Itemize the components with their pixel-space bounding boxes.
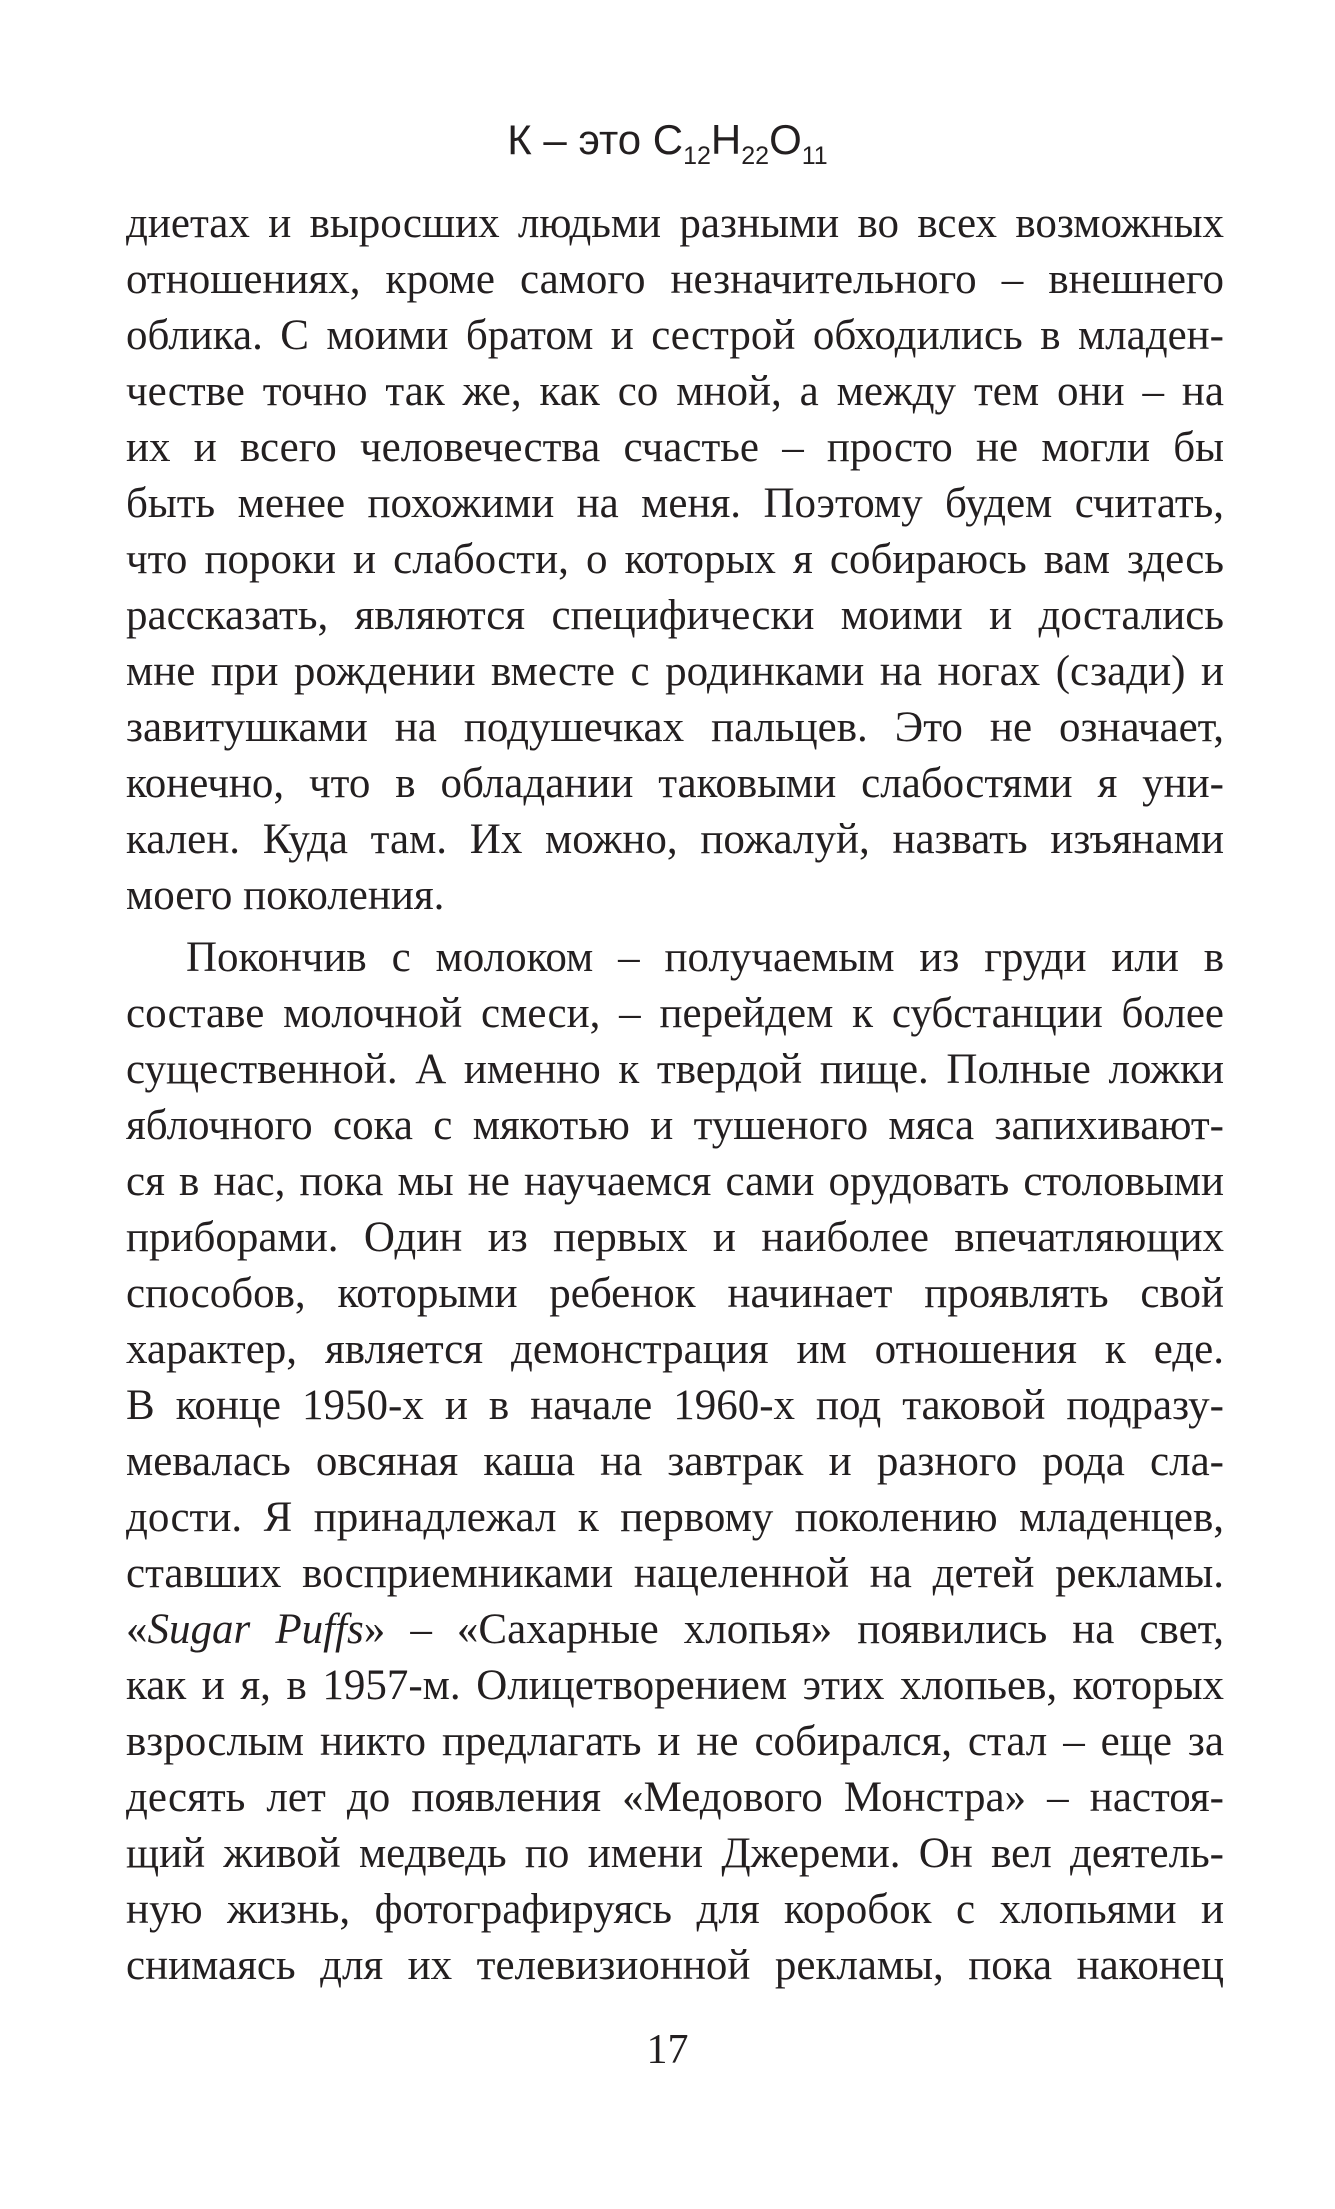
text-line: ную жизнь, фотографируясь для коробок с хлопьями и bbox=[126, 1886, 1224, 1933]
running-head-sub-2: 22 bbox=[741, 142, 770, 170]
text-line: характер, является демонстрация им отношения к еде. bbox=[126, 1326, 1224, 1373]
text-line: облика. С моими братом и сестрой обходились в младен- bbox=[126, 312, 1224, 359]
text-line: взрослым никто предлагать и не собирался, стал – еще за bbox=[126, 1718, 1224, 1765]
italic-brand-name: Sugar Puffs bbox=[147, 1606, 364, 1653]
text-line: щий живой медведь по имени Джереми. Он вел деятель- bbox=[126, 1830, 1224, 1877]
text-line: мне при рождении вместе с родинками на ногах (сзади) и bbox=[126, 648, 1224, 695]
text-line: яблочного сока с мякотью и тушеного мяса запихивают- bbox=[126, 1102, 1224, 1149]
text-line: Покончив с молоком – получаемым из груди или в bbox=[186, 934, 1224, 981]
running-head-h: H bbox=[710, 116, 742, 163]
text-line: приборами. Один из первых и наиболее впечатляющих bbox=[126, 1214, 1224, 1261]
page-number: 17 bbox=[646, 2027, 689, 2073]
text-line: конечно, что в обладании таковыми слабостями я уни- bbox=[126, 760, 1224, 807]
text-line: что пороки и слабости, о которых я собираюсь вам здесь bbox=[126, 536, 1224, 583]
text-line: как и я, в 1957-м. Олицетворением этих хлопьев, которых bbox=[126, 1662, 1224, 1709]
text-line: ставших восприемниками нацеленной на детей рекламы. bbox=[126, 1550, 1224, 1597]
text-line: диетах и выросших людьми разными во всех возможных bbox=[126, 200, 1224, 247]
text-line: составе молочной смеси, – перейдем к субстанции более bbox=[126, 990, 1224, 1037]
text-line: рассказать, являются специфически моими и достались bbox=[126, 592, 1224, 639]
text-line: снимаясь для их телевизионной рекламы, пока наконец bbox=[126, 1942, 1224, 1989]
text-line: десять лет до появления «Медового Монстра» – настоя- bbox=[126, 1774, 1224, 1821]
text-line: честве точно так же, как со мной, а между тем они – на bbox=[126, 368, 1224, 415]
italic-line-rest: » – «Сахарные хлопья» появились на свет, bbox=[363, 1606, 1224, 1653]
text-line-with-italic bbox=[126, 1602, 1224, 1658]
text-line: их и всего человечества счастье – просто не могли бы bbox=[126, 424, 1224, 471]
text-line: мевалась овсяная каша на завтрак и разного рода сла- bbox=[126, 1438, 1224, 1485]
text-line: кален. Куда там. Их можно, пожалуй, назвать изъянами bbox=[126, 816, 1224, 863]
text-line: завитушками на подушечках пальцев. Это не означает, bbox=[126, 704, 1224, 751]
text-line: дости. Я принадлежал к первому поколению младенцев, bbox=[126, 1494, 1224, 1541]
running-head-sub-1: 12 bbox=[683, 142, 711, 170]
paragraph-2 bbox=[126, 930, 1224, 1994]
running-head-prefix: К – это C bbox=[507, 116, 684, 163]
open-quote: « bbox=[126, 1606, 148, 1653]
text-line: быть менее похожими на меня. Поэтому будем считать, bbox=[126, 480, 1224, 527]
paragraph-1 bbox=[126, 196, 1224, 924]
text-line: способов, которыми ребенок начинает проявлять свой bbox=[126, 1270, 1224, 1317]
running-head-sub-3: 11 bbox=[801, 142, 828, 170]
text-line: моего поколения. bbox=[126, 872, 445, 919]
running-head-o: O bbox=[769, 116, 802, 163]
text-line: ся в нас, пока мы не научаемся сами орудовать столовыми bbox=[126, 1158, 1224, 1205]
text-line: В конце 1950-х и в начале 1960-х под таковой подразу- bbox=[126, 1382, 1224, 1429]
text-line: отношениях, кроме самого незначительного – внешнего bbox=[126, 256, 1224, 303]
text-line: существенной. А именно к твердой пище. Полные ложки bbox=[126, 1046, 1224, 1093]
body-text bbox=[126, 196, 1224, 1994]
running-head bbox=[0, 112, 1335, 168]
